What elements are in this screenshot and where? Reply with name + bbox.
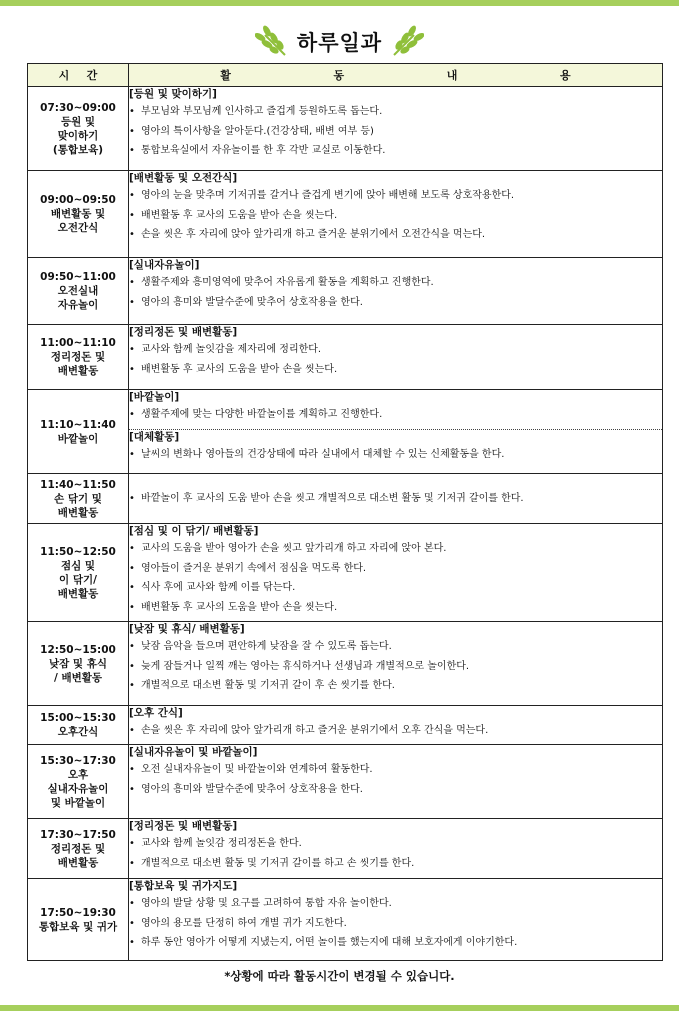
activity-item: • 부모님와 부모님께 인사하고 즐겁게 등원하도록 돕는다. (129, 102, 662, 122)
time-line: 15:00~15:30 (40, 712, 116, 724)
laurel-left-icon (255, 25, 289, 59)
activity-heading: [정리정돈 및 배변활동] (129, 820, 238, 832)
activity-cell (129, 325, 663, 390)
time-line: 바깥놀이 (57, 432, 99, 445)
table-row (28, 524, 663, 622)
activity-cell (129, 474, 663, 524)
time-line: 09:00~09:50 (40, 194, 116, 206)
time-line: 15:30~17:30 (40, 754, 116, 767)
activity-item: • 배변활동 후 교사의 도움을 받아 손을 씻는다. (129, 598, 662, 618)
time-line: 11:00~11:10 (40, 337, 116, 349)
activity-heading: [정리정돈 및 배변활동] (129, 326, 238, 338)
activity-item: • 배변활동 후 교사의 도움을 받아 손을 씻는다. (129, 206, 662, 226)
activity-cell (129, 706, 663, 745)
activity-cell (129, 390, 663, 430)
time-line: 오후간식 (57, 726, 99, 738)
time-line: 17:50~19:30 (40, 906, 116, 919)
activity-heading: [오후 간식] (129, 707, 183, 719)
activity-item: • 개별적으로 대소변 활동 및 기저귀 갈이를 하고 손 씻기를 한다. (129, 854, 662, 874)
activity-heading: [실내자유놀이] (129, 259, 200, 271)
time-line: 17:30~17:50 (40, 828, 116, 841)
header-activity-char: 내 (446, 69, 458, 82)
time-line: / 배변활동 (53, 671, 103, 684)
activity-heading: [점심 및 이 닦기/ 배변활동] (129, 525, 259, 537)
footnote: *상황에 따라 활동시간이 변경될 수 있습니다. (224, 969, 455, 983)
activity-cell (129, 745, 663, 819)
activity-heading: [바깥놀이] (129, 391, 180, 403)
time-line: 배변활동 (57, 506, 99, 519)
header-time-char: 간 (86, 69, 98, 82)
header-activity-char: 동 (333, 69, 345, 82)
table-row (28, 258, 663, 325)
time-line: 정리정돈 및 (50, 351, 106, 363)
time-line: 및 바깥놀이 (50, 796, 106, 809)
time-line: 낮잠 및 휴식 (48, 657, 108, 670)
activity-cell (129, 879, 663, 961)
activity-cell (129, 430, 663, 474)
activity-item: • 하루 동안 영아가 어떻게 지냈는지, 어떤 놀이를 했는지에 대해 보호자에게 이야기한다. (129, 933, 662, 953)
time-cell (28, 87, 129, 171)
table-row (28, 879, 663, 961)
time-line: 11:10~11:40 (40, 418, 116, 431)
table-row (28, 474, 663, 524)
activity-item: • 배변활동 후 교사의 도움을 받아 손을 씻는다. (129, 360, 662, 380)
activity-heading: [통합보육 및 귀가지도] (129, 880, 238, 892)
table-row (28, 622, 663, 706)
laurel-right-icon (390, 25, 424, 59)
time-cell (28, 171, 129, 258)
table-row (28, 390, 663, 430)
activity-heading: [낮잠 및 휴식/ 배변활동] (129, 623, 245, 635)
time-line: 오전실내 (57, 285, 99, 297)
time-line: 점심 및 (60, 559, 96, 572)
time-line: 배변활동 (57, 856, 99, 869)
activity-item: • 바깥놀이 후 교사의 도움 받아 손을 씻고 개별적으로 대소변 활동 및 기저귀 갈이를 한다. (129, 489, 662, 509)
header-time-char: 시 (58, 69, 70, 82)
bottom-accent-bar (0, 1005, 679, 1011)
activity-item: • 생활주제와 흥미영역에 맞추어 자유롭게 활동을 계획하고 진행한다. (129, 273, 662, 293)
activity-heading: [실내자유놀이 및 바깥놀이] (129, 746, 258, 758)
table-row (28, 819, 663, 879)
time-line: 이 닦기/ (59, 573, 97, 586)
time-cell (28, 745, 129, 819)
time-line: 배변활동 및 (50, 208, 106, 220)
table-row (28, 87, 663, 171)
header-activity-char: 활 (220, 69, 231, 82)
page-title: 하루일과 (296, 31, 383, 55)
time-line: 통합보육 및 귀가 (38, 920, 118, 933)
activity-item: • 개별적으로 대소변 활동 및 기저귀 갈이 후 손 씻기를 한다. (129, 676, 662, 696)
activity-item: • 영아의 눈을 맞추며 기저귀를 갈거나 즐겁게 변기에 앉아 배변해 보도록 상호작용한다. (129, 186, 662, 206)
time-line: 정리정돈 및 (50, 842, 106, 855)
activity-item: • 날씨의 변화나 영아들의 건강상태에 따라 실내에서 대체할 수 있는 신체활동을 한다. (129, 445, 662, 465)
time-line: 등원 및 (60, 115, 96, 128)
activity-heading: [대체활동] (129, 431, 180, 443)
time-cell (28, 474, 129, 524)
activity-cell (129, 258, 663, 325)
header-time (28, 64, 129, 87)
table-header-row (28, 64, 663, 87)
time-line: 12:50~15:00 (40, 643, 116, 656)
time-line: 자유놀이 (57, 299, 99, 311)
time-line: 손 닦기 및 (54, 492, 102, 505)
time-line: 배변활동 (57, 365, 99, 377)
activity-item: • 손을 씻은 후 자리에 앉아 앞가리개 하고 즐거운 분위기에서 오후 간식을 먹는다. (129, 721, 662, 741)
time-cell (28, 325, 129, 390)
activity-item: • 늦게 잠들거나 일찍 깨는 영아는 휴식하거나 선생님과 개별적으로 놀이한다. (129, 657, 662, 677)
activity-cell (129, 87, 663, 171)
time-line: 맞이하기 (57, 129, 99, 142)
activity-item: • 영아의 흥미와 발달수준에 맞추어 상호작용을 한다. (129, 780, 662, 800)
activity-item: • 교사와 함께 놀잇감 정리정돈을 한다. (129, 834, 662, 854)
table-row (28, 745, 663, 819)
time-line: (통합보육) (52, 143, 104, 156)
time-line: 오전간식 (57, 222, 99, 234)
activity-item: • 교사와 함께 놀잇감을 제자리에 정리한다. (129, 340, 662, 360)
time-cell (28, 879, 129, 961)
activity-item: • 낮잠 음악을 들으며 편안하게 낮잠을 잘 수 있도록 돕는다. (129, 637, 662, 657)
table-row (28, 706, 663, 745)
time-cell (28, 390, 129, 474)
activity-cell (129, 819, 663, 879)
time-cell (28, 706, 129, 745)
time-cell (28, 622, 129, 706)
activity-item: • 영아의 발달 상황 및 요구를 고려하여 통합 자유 놀이한다. (129, 894, 662, 914)
activity-item: • 영아들이 즐거운 분위기 속에서 점심을 먹도록 한다. (129, 559, 662, 579)
activity-item: • 영아의 흥미와 발달수준에 맞추어 상호작용을 한다. (129, 293, 662, 313)
top-accent-bar (0, 0, 679, 6)
time-line: 07:30~09:00 (40, 101, 116, 114)
activity-item: • 오전 실내자유놀이 및 바깥놀이와 연계하여 활동한다. (129, 760, 662, 780)
activity-item: • 식사 후에 교사와 함께 이를 닦는다. (129, 578, 662, 598)
time-cell (28, 258, 129, 325)
time-line: 09:50~11:00 (40, 271, 116, 283)
activity-cell (129, 524, 663, 622)
header-activity (129, 64, 663, 87)
activity-item: • 교사의 도움을 받아 영아가 손을 씻고 앞가리개 하고 자리에 앉아 본다. (129, 539, 662, 559)
activity-item: • 영아의 특이사항을 알아둔다.(건강상태, 배변 여부 등) (129, 122, 662, 142)
time-line: 배변활동 (57, 587, 99, 600)
title-area (0, 22, 679, 62)
activity-item: • 손을 씻은 후 자리에 앉아 앞가리개 하고 즐거운 분위기에서 오전간식을 먹는다. (129, 225, 662, 245)
table-row (28, 171, 663, 258)
header-activity-char: 용 (560, 69, 571, 82)
time-line: 실내자유놀이 (47, 782, 109, 795)
activity-heading: [배변활동 및 오전간식] (129, 172, 238, 184)
time-line: 11:40~11:50 (40, 478, 116, 491)
activity-item: • 통합보육실에서 자유놀이를 한 후 각반 교실로 이동한다. (129, 141, 662, 161)
table-row (28, 325, 663, 390)
activity-item: • 생활주제에 맞는 다양한 바깥놀이를 계획하고 진행한다. (129, 405, 662, 425)
activity-cell (129, 171, 663, 258)
activity-heading: [등원 및 맞이하기] (129, 88, 217, 100)
schedule-table (27, 63, 663, 961)
time-line: 11:50~12:50 (40, 545, 116, 558)
activity-cell (129, 622, 663, 706)
time-cell (28, 524, 129, 622)
time-cell (28, 819, 129, 879)
activity-item: • 영아의 용모를 단정히 하여 개별 귀가 지도한다. (129, 914, 662, 934)
time-line: 오후 (67, 768, 89, 781)
